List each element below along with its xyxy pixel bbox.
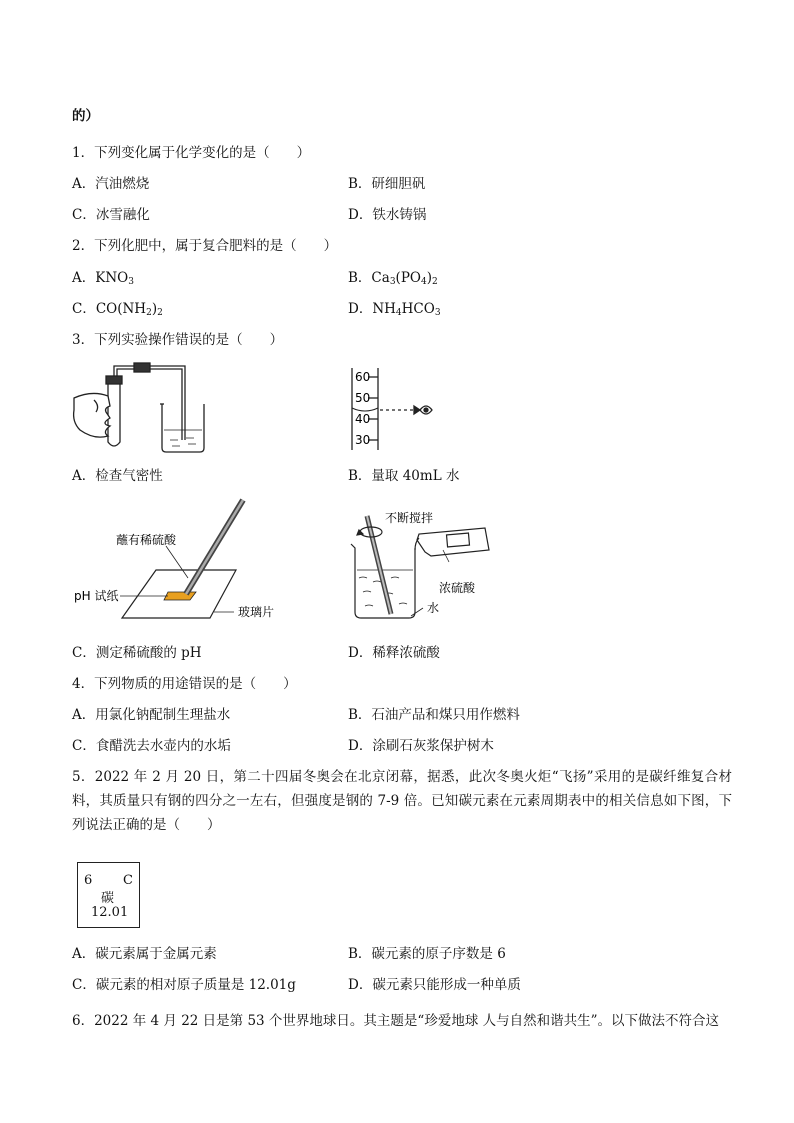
- ph-label-paper: pH 试纸: [74, 589, 119, 603]
- ph-test-illustration: [70, 496, 275, 638]
- question-3-option-b: B．量取 40mL 水: [348, 468, 460, 484]
- question-4-option-a: A．用氯化钠配制生理盐水: [72, 707, 231, 723]
- dilute-acid-illustration: [345, 508, 505, 628]
- question-2-option-c: C．$CO(NH_2)_2$: [72, 301, 163, 318]
- element-name: 碳: [101, 891, 115, 906]
- ph-label-glass: 玻璃片: [238, 605, 275, 619]
- question-3-stem: 3．下列实验操作错误的是（ ）: [72, 332, 284, 348]
- question-6-stem: 6．2022 年 4 月 22 日是第 53 个世界地球日。其主题是“珍爱地球 人与自然和谐共生”。以下做法不符合这: [72, 1013, 720, 1029]
- question-4-option-c: C．食醋洗去水壶内的水垢: [72, 738, 231, 754]
- question-5-option-c: C．碳元素的相对原子质量是 12.01g: [72, 977, 296, 993]
- question-2-option-b: B．$Ca_3(PO_4)_2$: [348, 270, 438, 287]
- question-1-option-a: A．汽油燃烧: [72, 176, 150, 192]
- question-1-option-b: B．研细胆矾: [348, 176, 426, 192]
- dilute-label-acid: 浓硫酸: [439, 581, 476, 595]
- question-5-option-d: D．碳元素只能形成一种单质: [348, 977, 521, 993]
- question-4-option-b: B．石油产品和煤只用作燃料: [348, 707, 520, 723]
- question-4-stem: 4．下列物质的用途错误的是（ ）: [72, 676, 297, 692]
- carbon-element-card: [77, 862, 140, 928]
- question-1-stem: 1．下列变化属于化学变化的是（ ）: [72, 145, 311, 161]
- question-2-option-a: A．$KNO_3$: [72, 270, 134, 287]
- element-number: 6: [84, 873, 93, 888]
- question-3-option-d: D．稀释浓硫酸: [348, 645, 440, 661]
- element-symbol: C: [123, 873, 133, 888]
- cylinder-tick-40: 40: [355, 412, 371, 426]
- cylinder-tick-60: 60: [355, 370, 371, 384]
- measuring-cylinder-illustration: [340, 364, 450, 454]
- dilute-label-stir: 不断搅拌: [385, 511, 434, 525]
- question-3-option-c: C．测定稀硫酸的 pH: [72, 645, 202, 661]
- question-4-option-d: D．涂刷石灰浆保护树木: [348, 738, 494, 754]
- dilute-label-water: 水: [427, 601, 440, 615]
- question-2-stem: 2．下列化肥中，属于复合肥料的是（ ）: [72, 238, 338, 254]
- header-fragment: 的）: [72, 108, 99, 124]
- ph-label-acid: 蘸有稀硫酸: [116, 533, 177, 547]
- question-5-option-a: A．碳元素属于金属元素: [72, 946, 217, 962]
- question-1-option-d: D．铁水铸锅: [348, 207, 427, 223]
- element-mass: 12.01: [91, 905, 129, 920]
- question-2-option-d: D．$NH_4HCO_3$: [348, 301, 441, 318]
- question-5-option-b: B．碳元素的原子序数是 6: [348, 946, 506, 962]
- airtightness-check-illustration: [70, 360, 220, 456]
- question-5-stem: 5．2022 年 2 月 20 日，第二十四届冬奥会在北京闭幕，据悉，此次冬奥火炬“飞扬”采用的是碳纤维复合材料，其质量只有钢的四分之一左右，但强度是钢的 7-9 倍。已知碳元素在元素周期表中的相关信息如下图，下列说法正确的是（ ）: [72, 769, 732, 833]
- cylinder-tick-30: 30: [355, 433, 371, 447]
- cylinder-tick-50: 50: [355, 391, 371, 405]
- question-1-option-c: C．冰雪融化: [72, 207, 150, 223]
- question-3-option-a: A．检查气密性: [72, 468, 163, 484]
